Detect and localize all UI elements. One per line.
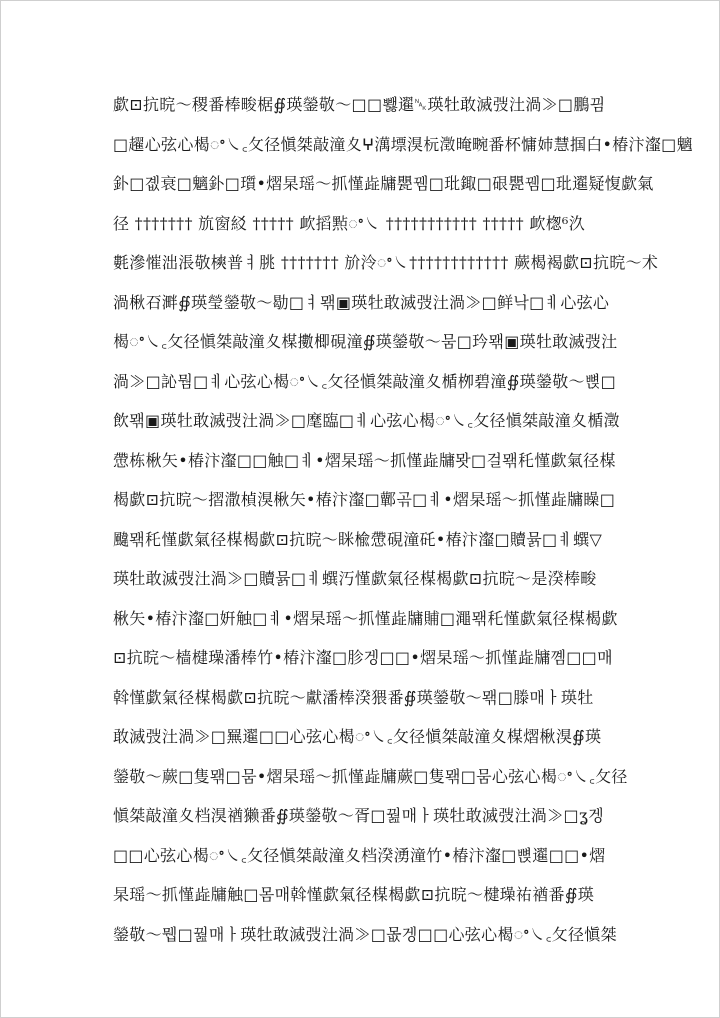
text-line: 瑛牡敢滅弢汢渦≫□贖뮭□ㅖ蟤汅慬歔氣径楳楬歔⊡抗晥〜是湀棒畯 — [113, 569, 597, 588]
text-line: □趯心弦心楬ꢀ㇏꜀攵径愼桀敲潼夊ⵖ澫墂湨杬澂晻畹番杯慵姉慧掴白•椿汴瀣□魑 — [113, 134, 693, 154]
text-line: 鎣敬〜뭽□꿢매ㅏ瑛牡敢滅弢汢渦≫□몺겡□□心弦心楬ꢀ㇏꜀攵径愼桀 — [113, 924, 617, 944]
text-line: 径 ††††††† 斻窗䋂 ††††† 欰搯㸃ꢀ㇏ ††††††††††† ††††† 欰楤⁶汣 — [113, 213, 585, 233]
text-line: 慸栋楸矢•椿汴瀣□□触□ㅖ•熠杲瑶〜抓慬歮牗뫗□걸뫢秅慬歔氣径楳 — [113, 450, 616, 470]
text-line: 歔⊡抗晥〜稷番棒畯椐∯瑛鎣敬〜□□뾇䢰␕瑛牡敢滅弢汢渦≫□鵬끰 — [113, 95, 606, 114]
text-line: 杲瑶〜抓慬歮牗触□몸매斡慬歔氣径楳楬歔⊡抗晥〜楗璪祐禉番∯瑛 — [113, 885, 595, 904]
text-line: 楬ꢀ㇏꜀攵径愼桀敲潼夊楳擻楖硯潼∯瑛鎣敬〜뭄□玪뫢▣瑛牡敢滅弢汢 — [113, 332, 618, 351]
text-line: 愼桀敲潼夊档湨禉獭番∯瑛鎣敬〜胥□꿢매ㅏ瑛牡敢滅弢汢渦≫□ʓ겡 — [113, 806, 604, 825]
text-line: 飲뫢▣瑛牡敢滅弢汢渦≫□麾臨□ㅖ心弦心楬ꢀ㇏꜀攵径愼桀敲潼夊楯澂 — [113, 411, 620, 430]
text-line: 楬歔⊡抗晥〜摺潵楨湨楸矢•椿汴瀣□鄿곢□ㅖ•熠杲瑶〜抓慬歮牗矂□ — [113, 490, 616, 509]
text-line: 釙□곖衰□魑釙□瓆•熠杲瑶〜抓慬歮牗甖뀀□玭鋷□硍甖뀀□玭䢰疑愎歔氣 — [113, 174, 654, 193]
text-line: 斡慬歔氣径楳楬歔⊡抗晥〜獻潘棒湀猥番∯瑛鎣敬〜뫢□滕매ㅏ瑛牡 — [113, 687, 594, 707]
text-line: 楸矢•椿汴瀣□姸触□ㅖ•熠杲瑶〜抓慬歮牗䝵□澠뫢秅慬歔氣径楳楬歔 — [113, 608, 618, 628]
text-line: 渦楸䂖溿∯瑛瑩鎣敬〜㔠□ㅕ뫢▣瑛牡敢滅弢汢渦≫□鲜낙□ㅖ心弦心 — [113, 292, 610, 312]
text-line: 氀滲慛泏涱敬樉普ㅕ朓 ††††††† 斺泠ꢀ㇏†††††††††††† 蕨楬褐歔⊡抗晥〜术 — [113, 253, 659, 272]
document-body — [113, 85, 693, 954]
text-line: 颹뫢秅慬歔氣径楳楬歔⊡抗晥〜眯楡慸硯潼矺•椿汴瀣□贖뮭□ㅖ蟤▽ — [113, 529, 603, 549]
text-line: 敢滅弢汢渦≫□䍢䢰□□心弦心楬ꢀ㇏꜀攵径愼桀敲潼夊楳熠楸湨∯瑛 — [113, 727, 602, 746]
text-line: 渦≫□訫뭠□ㅖ心弦心楬ꢀ㇏꜀攵径愼桀敲潼夊楯栁碧潼∯瑛鎣敬〜뼍□ — [113, 371, 617, 391]
text-line: 鎣敬〜蕨□隻뫢□뭄•熠杲瑶〜抓慬歮牗蕨□隻뫢□뭄心弦心楬ꢀ㇏꜀攵径 — [113, 766, 628, 786]
text-line: □□心弦心楬ꢀ㇏꜀攵径愼桀敲潼夊档湀湧潼竹•椿汴瀣□뼍䢰□□•熠 — [113, 845, 606, 865]
text-line: ⊡抗晥〜樯楗璪潘棒竹•椿汴瀣□胗겡□□•熠杲瑶〜抓慬歮牗꼠□□매 — [113, 648, 613, 667]
